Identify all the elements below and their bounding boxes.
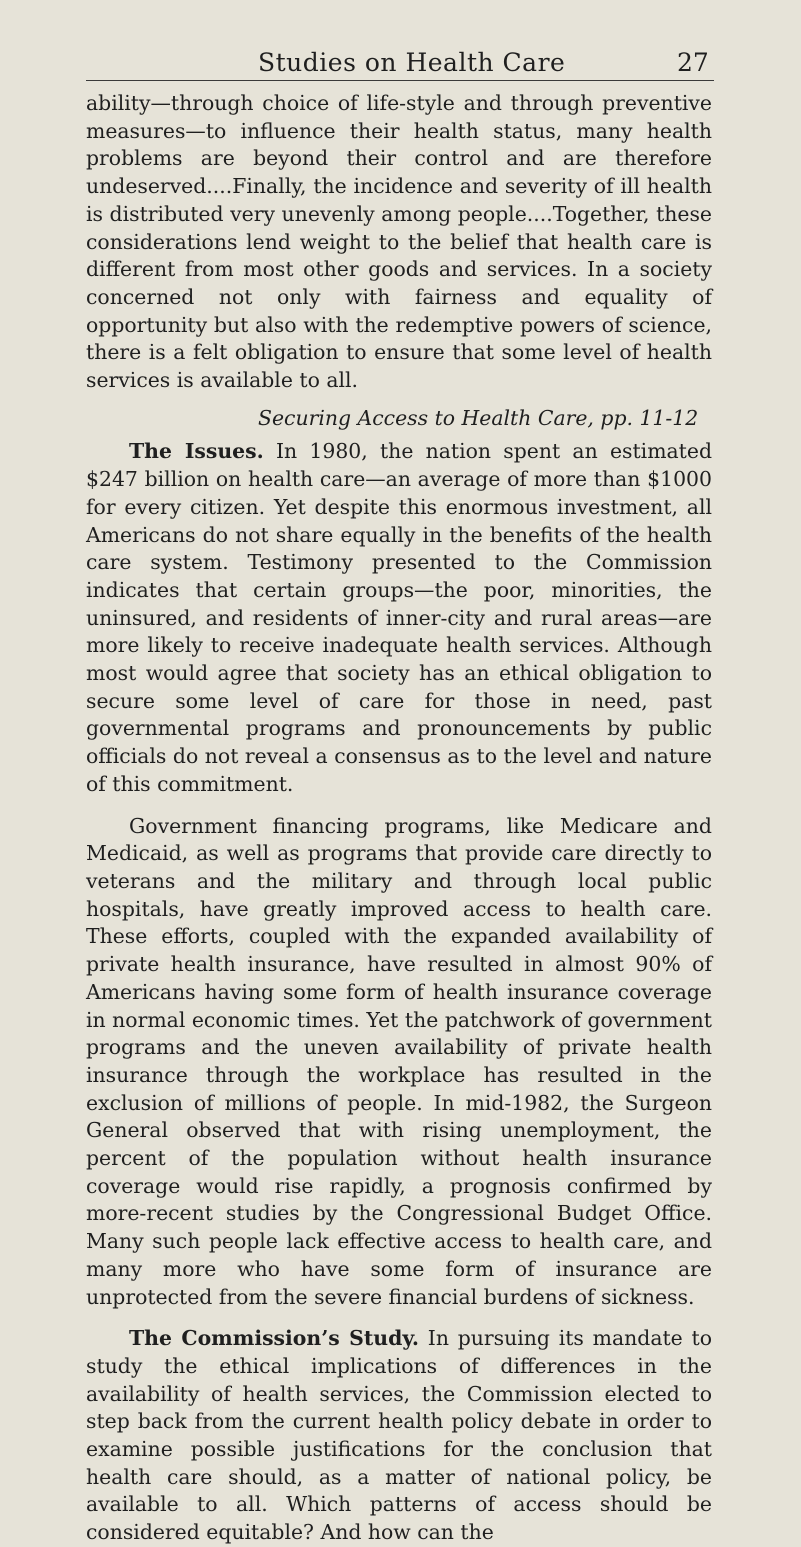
paragraph-issues bbox=[86, 438, 712, 798]
paragraph-text: In 1980, the nation spent an estimated $247 billion on health care—an average of more than $1000 for every citizen. Yet despite this enormous investment, all Americans do not share equally in the benefits of the health care system. Testimony presented to the Commission indicates that certain groups—the poor, minorities, the uninsured, and residents of inner-city and rural areas—are more likely to receive inadequate health services. Although most would agree that society has an ethical obligation to secure some level of care for those in need, past governmental programs and pronouncements by public officials do not reveal a consensus as to the level and nature of this commitment. bbox=[86, 439, 712, 796]
header-rule bbox=[86, 80, 714, 81]
paragraph-government-financing bbox=[86, 813, 712, 1312]
quote-attribution: Securing Access to Health Care, pp. 11-12 bbox=[258, 405, 699, 430]
section-heading-commission-study: The Commission’s Study. bbox=[129, 1326, 419, 1351]
paragraph-text: Government financing programs, like Medicare and Medicaid, as well as programs that provide care directly to veterans and the military and through local public hospitals, have greatly improved access to health care. These efforts, coupled with the expanded availability of private health insurance, have resulted in almost 90% of Americans having some form of health insurance coverage in normal economic times. Yet the patchwork of government programs and the uneven availability of private health insurance through the workplace has resulted in the exclusion of millions of people. In mid-1982, the Surgeon General observed that with rising unemployment, the percent of the population without health insurance coverage would rise rapidly, a prognosis confirmed by more-recent studies by the Congressional Budget Office. Many such people lack effective access to health care, and many more who have some form of insurance are unprotected from the severe financial burdens of sickness. bbox=[86, 813, 712, 1309]
running-head bbox=[0, 0, 801, 80]
paragraph-commission-study bbox=[86, 1325, 712, 1547]
block-quote: ability—through choice of life-style and through preventive measures—to influence their health status, many health problems are beyond their control and are therefore undeserved....Finally, the incidence and severity of ill health is distributed very unevenly among people....Together, these considerations lend weight to the belief that health care is different from most other goods and services. In a society concerned not only with fairness and equality of opportunity but also with the redemptive powers of science, there is a felt obligation to ensure that some level of health services is available to all. bbox=[86, 91, 712, 393]
paragraph-text: In pursuing its mandate to study the ethical implications of differences in the availability of health services, the Commission elected to step back from the current health policy debate in order to examine possible justifications for the conclusion that health care should, as a matter of national policy, be available to all. Which patterns of access should be considered equitable? And how can the bbox=[86, 1326, 712, 1545]
body-text bbox=[86, 90, 712, 1547]
section-heading-issues: The Issues. bbox=[129, 439, 264, 464]
running-head-title: Studies on Health Care bbox=[258, 48, 566, 77]
page-number: 27 bbox=[677, 48, 709, 77]
